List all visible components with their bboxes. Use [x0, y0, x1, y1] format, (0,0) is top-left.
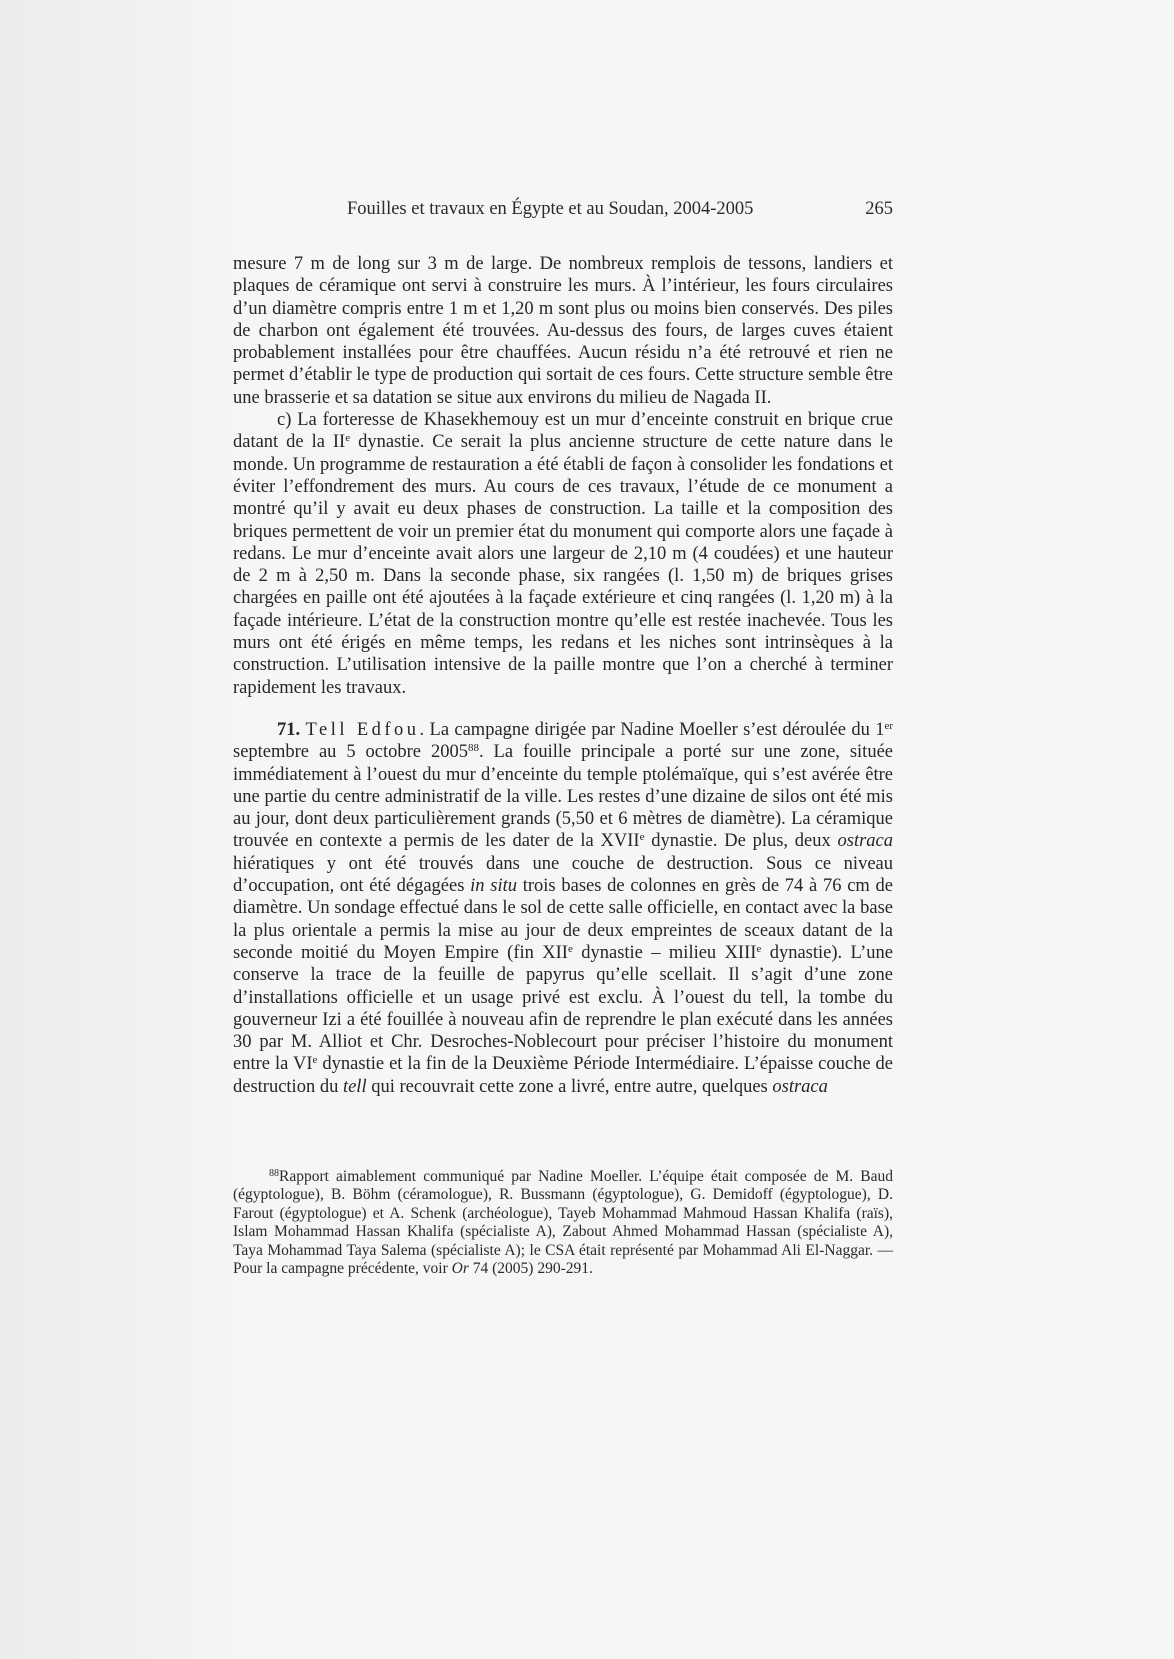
site-name: Tell Edfou	[305, 719, 420, 740]
paragraph-forteresse	[233, 409, 893, 699]
paragraph-text: c) La forteresse de Khasekhemouy est un mur d’enceinte construit en brique crue datant de la II	[233, 410, 893, 453]
paragraph-text: dynastie. Ce serait la plus ancienne structure de cette nature dans le monde. Un programme de restauration a été établi de façon à consolider les fondations et éviter l’effondrement des murs. Au cours de ces travaux, l’étude de ce monument a montré qu’il y avait eu deux phases de construction. La taille et la composition des briques permettent de voir un premier état du monument qui comporte alors une façade à redans. Le mur d’enceinte avait alors une largeur de 2,10 m (4 coudées) et une hauteur de 2 m à 2,50 m. Dans la seconde phase, six rangées (l. 1,50 m) de briques grises chargées en paille ont été ajoutées à la façade extérieure et cinq rangées (l. 1,20 m) à la façade intérieure. L’état de la construction montre qu’elle est restée inachevée. Tous les murs ont été érigés en même temps, les redans et les niches sont intrinsèques à la construction. L’utilisation intensive de la paille montre que l’on a cherché à terminer rapidement les travaux.	[233, 432, 893, 698]
footnote-body: 74 (2005) 290-291.	[468, 1260, 593, 1278]
paragraph-text: dynastie. De plus, deux	[644, 831, 838, 852]
italic-term: tell	[342, 1076, 367, 1097]
italic-term: in situ	[470, 876, 517, 897]
section-71	[233, 719, 893, 1098]
superscript: e	[345, 432, 351, 445]
paragraph-text: dynastie). L’une conserve la trace de la feuille de papyrus qu’elle scellait. Il s’agit d’une zone d’installations officielle et un usage privé est exclu. À l’ouest du tell, la tombe du gouverneur Izi a été fouillée à nouveau afin de reprendre le plan exécuté dans les années 30 par M. Alliot et Chr. Desroches-Noblecourt pour préciser l’histoire du monument entre la VI	[233, 942, 894, 1075]
paragraph-text: qui recouvrait cette zone a livré, entre autre, quelques	[366, 1076, 773, 1097]
footnote-body: Rapport aimablement communiqué par Nadine Moeller. L’équipe était composée de M. Baud (égyptologue), B. Böhm (céramologue), R. Bussmann (égyptologue), G. Demidoff (égyptologue), D. Farout (égyptologue) et A. Schenk (archéologue), Tayeb Mohammad Mahmoud Hassan Khalifa (raïs), Islam Mohammad Hassan Khalifa (spécialiste A), Zabout Ahmed Mohammad Hassan (spécialiste A), Taya Mohammad Taya Salema (spécialiste A); le CSA était représenté par Mohammad Ali El-Naggar. — Pour la campagne précédente, voir	[233, 1168, 893, 1278]
paragraph-text: hiératiques y ont été trouvés dans une couche de destruction. Sous ce niveau d’occupation, ont été dégagées	[233, 853, 893, 897]
superscript: e	[756, 942, 762, 955]
section-number: 71.	[277, 719, 301, 740]
superscript: e	[312, 1054, 318, 1067]
italic-term: ostraca	[772, 1076, 828, 1097]
superscript: er	[884, 719, 894, 732]
page-edge-shadow	[0, 0, 230, 1659]
footnote-reference[interactable]: 88	[467, 742, 479, 755]
paragraph-text: . La fouille principale a porté sur une zone, située immédiatement à l’ouest du mur d’enceinte du temple ptolémaïque, qui s’est avérée être une partie du centre administratif de la ville. Les restes d’une dizaine de silos ont été mis au jour, dont deux particulièrement grands (5,50 et 6 mètres de diamètre). La céramique trouvée en contexte a permis de les dater de la XVII	[233, 742, 893, 852]
paragraph-brasserie: mesure 7 m de long sur 3 m de large. De nombreux remplois de tessons, landiers et plaques de céramique ont servi à construire les murs. À l’intérieur, les fours circulaires d’un diamètre compris entre 1 m et 1,20 m sont plus ou moins bien conservés. Des piles de charbon ont également été trouvées. Au-dessus des fours, de larges cuves étaient probablement installées pour être chauffées. Aucun résidu n’a été retrouvé et rien ne permet d’établir le type de production qui sortait de ces fours. Cette structure semble être une brasserie et sa datation se situe aux environs du milieu de Nagada II.	[233, 254, 893, 408]
superscript: e	[639, 831, 645, 844]
italic-term: ostraca	[837, 831, 894, 852]
paragraph-text: trois bases de colonnes en grès de 74 à 76 cm de diamètre. Un sondage effectué dans le sol de cette salle officielle, en contact avec la base la plus orientale a permis la mise au jour de deux empreintes de sceaux datant de la seconde moitié du Moyen Empire (fin XII	[233, 876, 894, 963]
footnote-88	[233, 1168, 893, 1278]
italic-term: Or	[451, 1260, 469, 1278]
footnote-mark: 88	[269, 1168, 279, 1179]
body-text	[233, 253, 893, 1098]
footnote-text	[233, 1168, 893, 1278]
paragraph-text: . La campagne dirigée par Nadine Moeller s’est déroulée du 1	[419, 719, 885, 740]
running-title: Fouilles et travaux en Égypte et au Soudan, 2004-2005	[347, 199, 754, 219]
paragraph-text: dynastie – milieu XIII	[572, 942, 757, 963]
paragraph-text: dynastie et la fin de la Deuxième Période Intermédiaire. L’épaisse couche de destruction du	[233, 1054, 894, 1097]
paragraph-text: septembre au 5 octobre 2005	[233, 742, 468, 763]
superscript: e	[567, 942, 573, 955]
page-number: 265	[865, 199, 893, 219]
